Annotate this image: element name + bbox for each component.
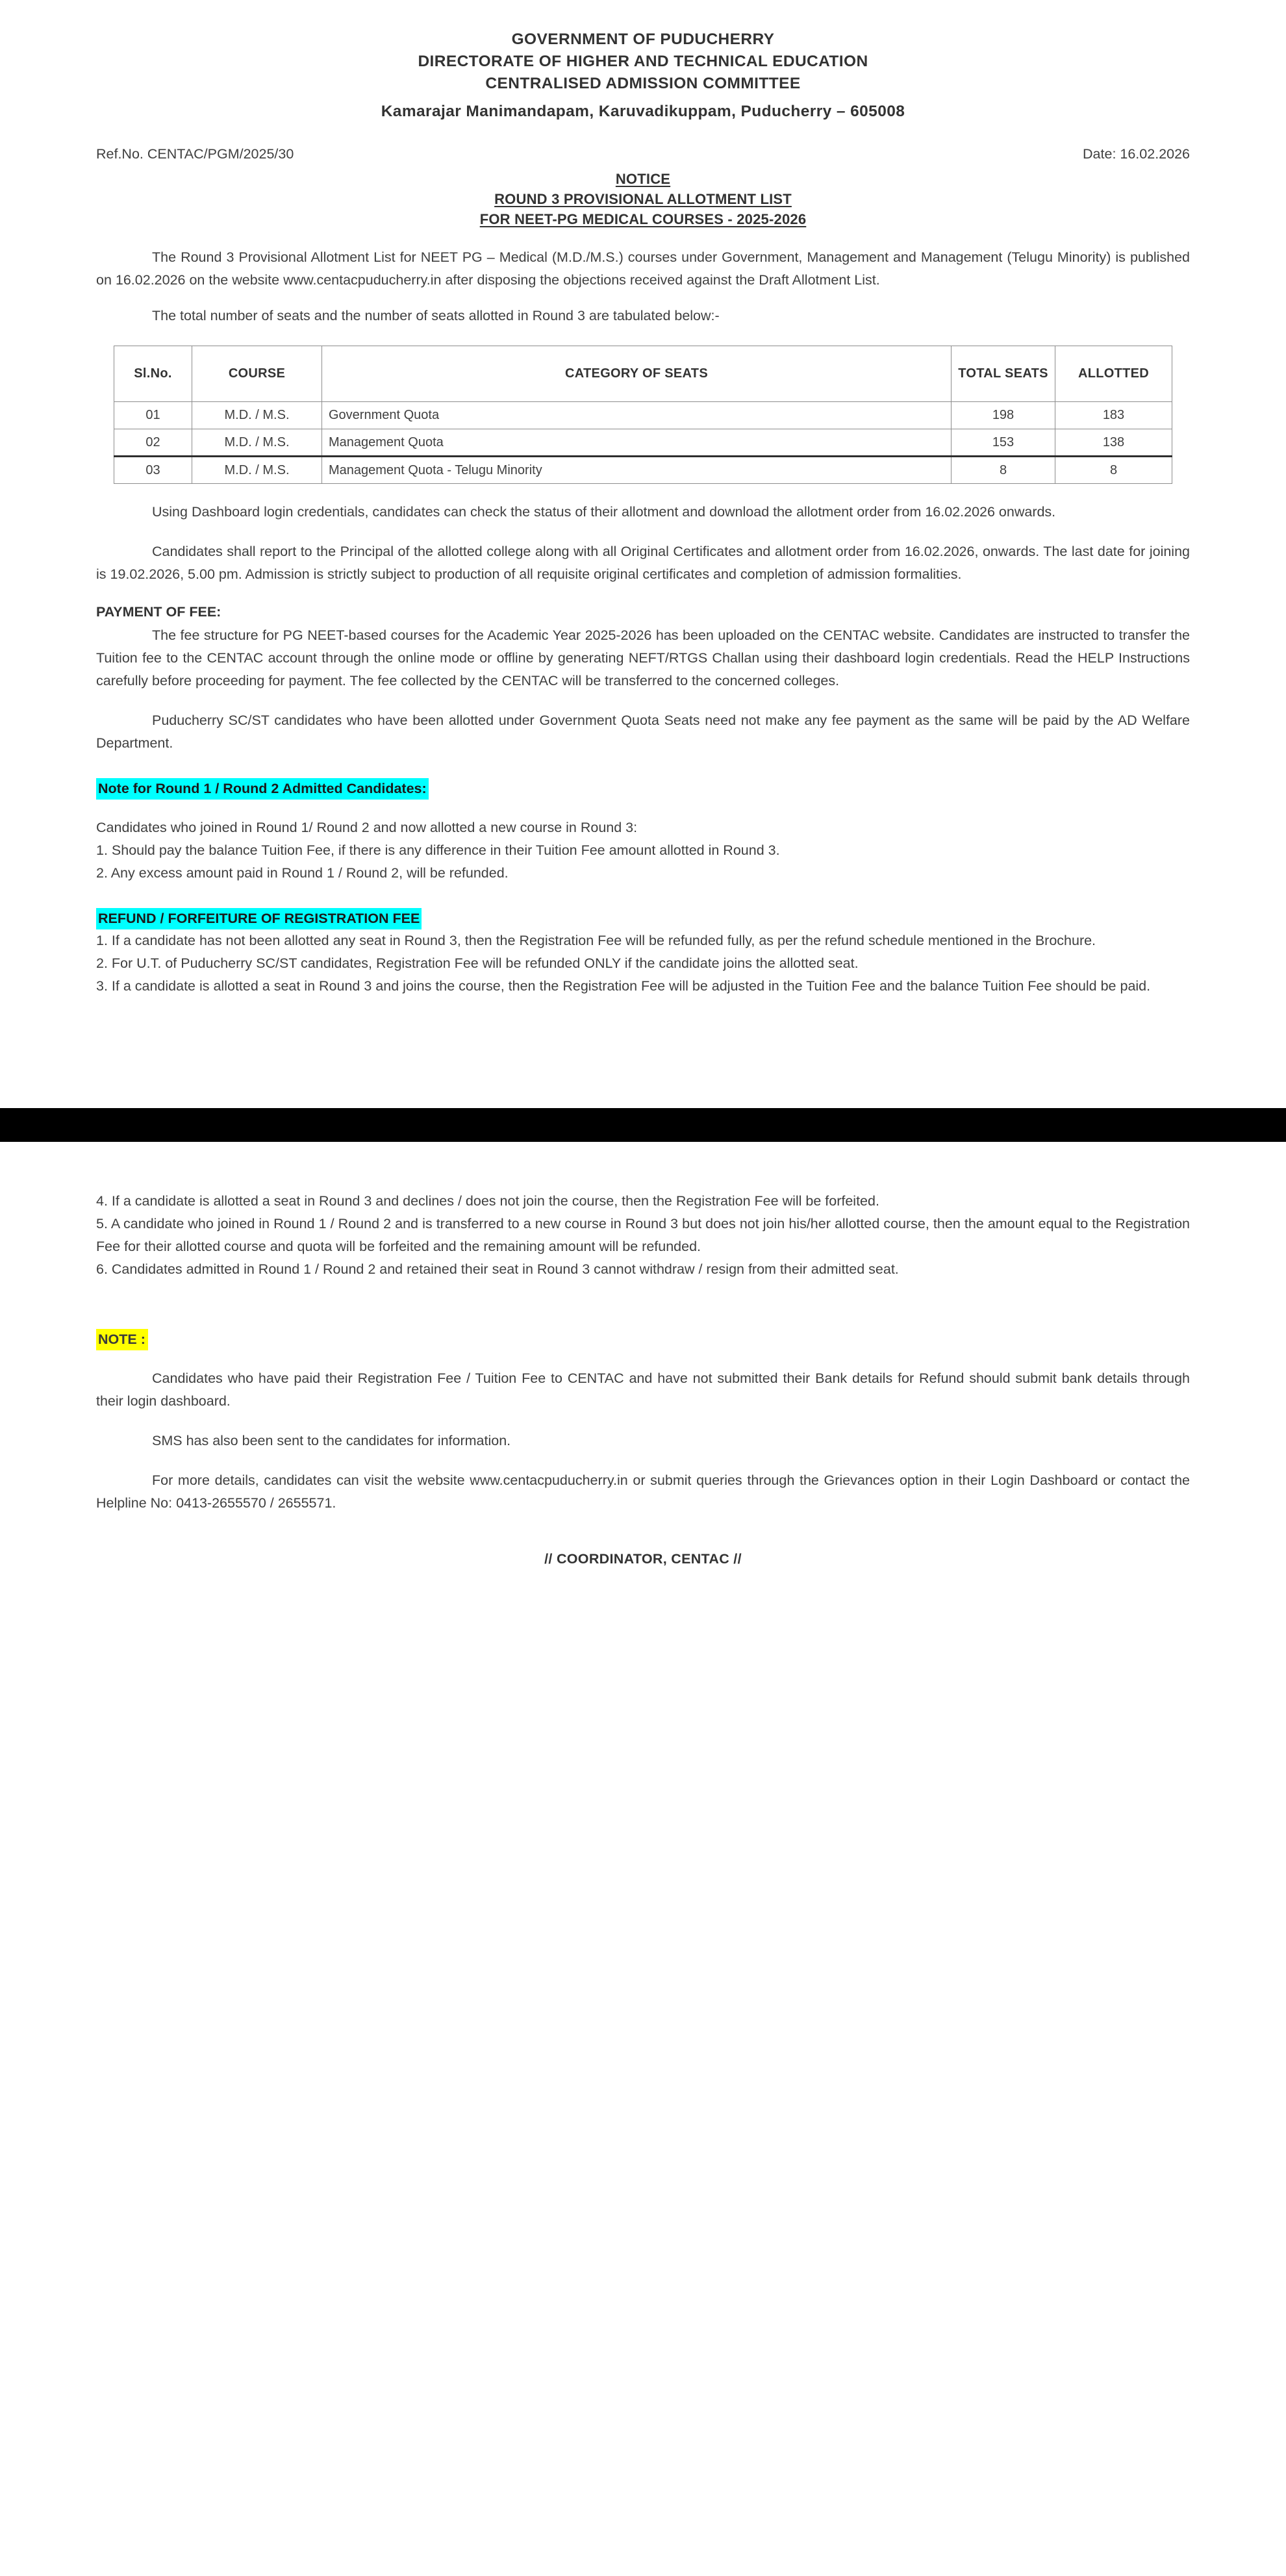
seat-table-body: [114, 402, 1172, 484]
column-header-allotted: ALLOTTED: [1055, 346, 1172, 402]
note-round-heading: Note for Round 1 / Round 2 Admitted Candidates:: [96, 778, 429, 800]
notice-title-block: [96, 169, 1190, 229]
page-2-body: [0, 1142, 1286, 1601]
cell-total: 153: [952, 429, 1055, 457]
document-date: Date: 16.02.2026: [1083, 146, 1190, 162]
letterhead-line-government: GOVERNMENT OF PUDUCHERRY: [511, 31, 775, 48]
cell-slno: 01: [114, 402, 192, 429]
cell-slno: 03: [114, 457, 192, 484]
page-1-bottom-spacer: [96, 998, 1190, 1082]
list-item: 3. If a candidate is allotted a seat in Round 3 and joins the course, then the Registration Fee will be adjusted in the Tuition Fee and the balance Tuition Fee should be paid.: [96, 978, 1151, 994]
cell-category: Management Quota: [322, 429, 952, 457]
list-item: 2. Any excess amount paid in Round 1 / Round 2, will be refunded.: [96, 865, 509, 881]
final-note-heading: NOTE :: [96, 1329, 148, 1350]
refund-list-part-2: [96, 1190, 1190, 1281]
pre-note-spacer: [96, 1281, 1190, 1329]
final-note-paragraph-2: SMS has also been sent to the candidates for information.: [152, 1433, 511, 1448]
letterhead-line-directorate: DIRECTORATE OF HIGHER AND TECHNICAL EDUCATION: [418, 53, 868, 70]
reporting-paragraph: Candidates shall report to the Principal of the allotted college along with all Original Certificates and allotment order from 16.02.2026, onwards. The last date for joining is 19.02.2026, 5.00 pm. Admission is strictly subject to production of all requisite original certificates and completion of admission formalities.: [96, 544, 1190, 582]
refund-heading-wrap: [96, 908, 1190, 929]
cell-total: 198: [952, 402, 1055, 429]
cell-course: M.D. / M.S.: [192, 457, 322, 484]
cell-course: M.D. / M.S.: [192, 402, 322, 429]
notice-label: NOTICE: [615, 171, 671, 187]
letterhead-line-address: Kamarajar Manimandapam, Karuvadikuppam, Puducherry – 605008: [381, 103, 905, 120]
column-header-slno: Sl.No.: [114, 346, 192, 402]
cell-category: Government Quota: [322, 402, 952, 429]
notice-title-line-1: ROUND 3 PROVISIONAL ALLOTMENT LIST: [494, 191, 792, 207]
reference-number: Ref.No. CENTAC/PGM/2025/30: [96, 146, 294, 162]
table-row: [114, 429, 1172, 457]
reference-row: [96, 146, 1190, 162]
page-2-top-spacer: [96, 1164, 1190, 1190]
cell-allotted: 8: [1055, 457, 1172, 484]
table-row: [114, 402, 1172, 429]
list-item: 1. Should pay the balance Tuition Fee, if there is any difference in their Tuition Fee amount allotted in Round 3.: [96, 842, 780, 858]
final-note-paragraph-1: Candidates who have paid their Registration Fee / Tuition Fee to CENTAC and have not submitted their Bank details for Refund should submit bank details through their login dashboard.: [96, 1370, 1190, 1409]
cell-total: 8: [952, 457, 1055, 484]
table-header-row: [114, 346, 1172, 402]
column-header-category: CATEGORY OF SEATS: [322, 346, 952, 402]
list-item: 6. Candidates admitted in Round 1 / Round 2 and retained their seat in Round 3 cannot withdraw / resign from their admitted seat.: [96, 1261, 899, 1277]
refund-heading: REFUND / FORFEITURE OF REGISTRATION FEE: [96, 908, 422, 929]
list-item: 5. A candidate who joined in Round 1 / Round 2 and is transferred to a new course in Round 3 but does not join his/her allotted course, then the amount equal to the Registration Fee for their allotted course and quota will be forfeited and the remaining amount will be refunded.: [96, 1216, 1190, 1254]
list-item: 4. If a candidate is allotted a seat in Round 3 and declines / does not join the course, then the Registration Fee will be forfeited.: [96, 1193, 879, 1209]
final-note-heading-wrap: [96, 1329, 1190, 1350]
cell-allotted: 183: [1055, 402, 1172, 429]
signature-line: // COORDINATOR, CENTAC //: [544, 1551, 742, 1567]
refund-list-part-1: [96, 929, 1190, 998]
page-break-band: [0, 1108, 1286, 1142]
table-row: [114, 457, 1172, 484]
intro-paragraph: The Round 3 Provisional Allotment List for NEET PG – Medical (M.D./M.S.) courses under Government, Management and Management (Telugu Minority) is published on 16.02.2026 on the website www.centacpuducherry.in after disposing the objections received against the Draft Allotment List.: [96, 249, 1190, 288]
dashboard-paragraph: Using Dashboard login credentials, candidates can check the status of their allotment and download the allotment order from 16.02.2026 onwards.: [152, 504, 1056, 520]
cell-allotted: 138: [1055, 429, 1172, 457]
letterhead: [96, 29, 1190, 123]
list-item: 2. For U.T. of Puducherry SC/ST candidates, Registration Fee will be refunded ONLY if the candidate joins the allotted seat.: [96, 955, 859, 971]
table-intro-paragraph: The total number of seats and the number of seats allotted in Round 3 are tabulated below:-: [152, 308, 720, 323]
note-round-lead: Candidates who joined in Round 1/ Round 2 and now allotted a new course in Round 3:: [96, 820, 638, 835]
scst-paragraph: Puducherry SC/ST candidates who have been allotted under Government Quota Seats need not make any fee payment as the same will be paid by the AD Welfare Department.: [96, 713, 1190, 751]
seat-table-wrapper: [96, 346, 1190, 484]
column-header-total: TOTAL SEATS: [952, 346, 1055, 402]
letterhead-line-committee: CENTRALISED ADMISSION COMMITTEE: [485, 75, 801, 92]
note-round-heading-wrap: [96, 778, 1190, 800]
notice-title-line-2: FOR NEET-PG MEDICAL COURSES - 2025-2026: [479, 211, 807, 227]
final-note-paragraph-3: For more details, candidates can visit the website www.centacpuducherry.in or submit queries through the Grievances option in their Login Dashboard or contact the Helpline No: 0413-2655570 / 2655571.: [96, 1472, 1190, 1511]
note-round-list: [96, 839, 1190, 885]
seat-allotment-table: [114, 346, 1172, 484]
column-header-course: COURSE: [192, 346, 322, 402]
cell-slno: 02: [114, 429, 192, 457]
payment-paragraph: The fee structure for PG NEET-based courses for the Academic Year 2025-2026 has been uploaded on the CENTAC website. Candidates are instructed to transfer the Tuition fee to the CENTAC account through the online mode or offline by generating NEFT/RTGS Challan using their dashboard login credentials. Read the HELP Instructions carefully before proceeding for payment. The fee collected by the CENTAC will be transferred to the concerned colleges.: [96, 627, 1190, 688]
cell-course: M.D. / M.S.: [192, 429, 322, 457]
payment-of-fee-heading: PAYMENT OF FEE:: [96, 604, 221, 620]
page-1-body: [0, 0, 1286, 1108]
list-item: 1. If a candidate has not been allotted any seat in Round 3, then the Registration Fee will be refunded fully, as per the refund schedule mentioned in the Brochure.: [96, 933, 1096, 948]
cell-category: Management Quota - Telugu Minority: [322, 457, 952, 484]
seat-table-head: [114, 346, 1172, 402]
